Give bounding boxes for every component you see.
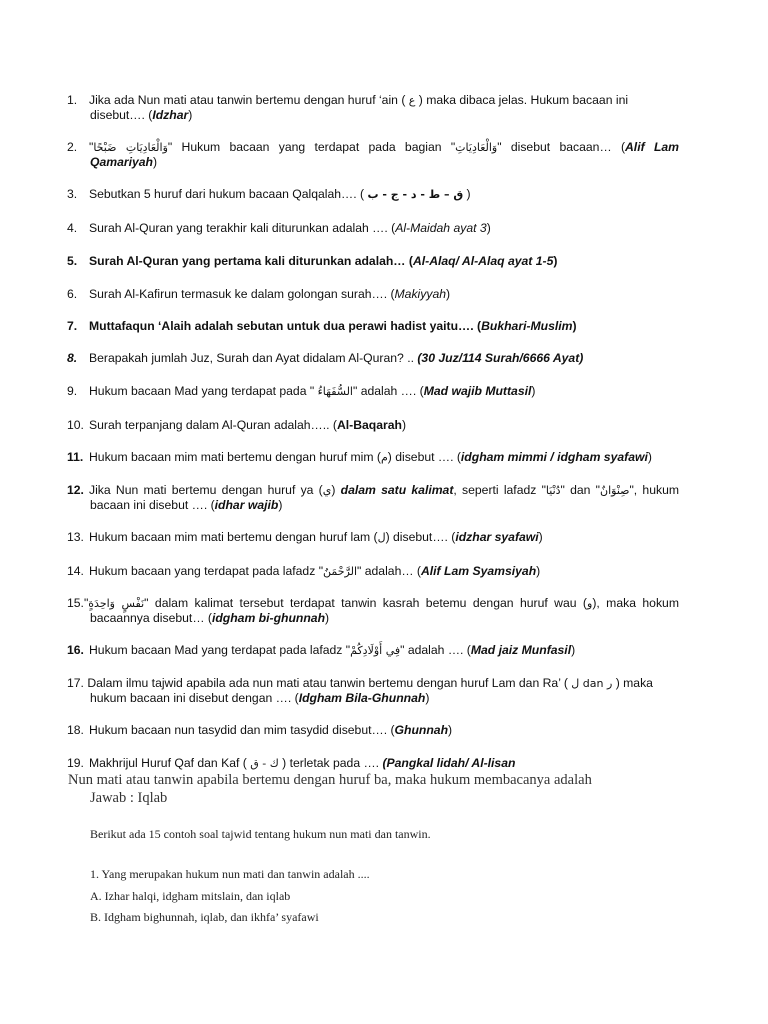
question-number: 9. bbox=[67, 384, 78, 398]
question-8: 8. Berapakah jumlah Juz, Surah dan Ayat didalam Al-Quran? .. (30 Juz/114 Surah/6666 Ayat) bbox=[67, 351, 584, 365]
question-6: 6. Surah Al-Kafirun termasuk ke dalam golongan surah…. (Makiyyah) bbox=[67, 287, 451, 301]
soal-intro: Berikut ada 15 contoh soal tajwid tentang hukum nun mati dan tanwin. bbox=[90, 827, 431, 841]
question-number: 17. bbox=[67, 676, 84, 690]
question-14: 14. Hukum bacaan yang terdapat pada lafadz "الرَّحْمَنُ" adalah… (Alif Lam Syamsiyah) bbox=[67, 564, 541, 578]
answer: idgham bi-ghunnah bbox=[211, 611, 326, 625]
answer: Qamariyah bbox=[90, 155, 154, 169]
question-number: 4. bbox=[67, 221, 78, 235]
answer: idhar wajib bbox=[214, 498, 279, 512]
question-5: 5. Surah Al-Quran yang pertama kali diturunkan adalah… (Al-Alaq/ Al-Alaq ayat 1-5) bbox=[67, 254, 558, 268]
emphasis: dalam satu kalimat bbox=[340, 483, 454, 497]
question-number: 13. bbox=[67, 530, 84, 544]
iqlab-answer: Jawab : Iqlab bbox=[90, 790, 168, 806]
soal-question-1: 1. Yang merupakan hukum nun mati dan tanwin adalah .... bbox=[90, 867, 370, 881]
question-number: 3. bbox=[67, 187, 78, 201]
question-number: 18. bbox=[67, 723, 84, 737]
question-12: 12. Jika Nun mati bertemu dengan huruf ya (ي) dalam satu kalimat, seperti lafadz "دُنْيَا" dan "صِنْوَانٌ", hukum bacaan ini disebut …. (idhar wajib) bbox=[67, 483, 680, 512]
arabic-text: دُنْيَا bbox=[545, 484, 561, 497]
arabic-text: السُّفَهَاءُ bbox=[317, 385, 353, 398]
arabic-text: نَفْسٍ وَاحِدَةٍ bbox=[88, 597, 145, 610]
question-number: 15. bbox=[67, 596, 84, 610]
question-17: 17. Dalam ilmu tajwid apabila ada nun mati atau tanwin bertemu dengan huruf Lam dan Ra’ ( ل dan ر ) maka hukum bacaan ini disebut dengan …. (Idgham Bila-Ghunnah) bbox=[67, 676, 653, 705]
answer: Idgham Bila-Ghunnah bbox=[298, 691, 426, 705]
question-number: 12. bbox=[67, 483, 84, 497]
question-4: 4. Surah Al-Quran yang terakhir kali diturunkan adalah …. (Al-Maidah ayat 3) bbox=[67, 221, 491, 235]
question-10: 10. Surah terpanjang dalam Al-Quran adalah….. (Al-Baqarah) bbox=[67, 418, 407, 432]
question-number: 14. bbox=[67, 564, 84, 578]
arabic-text: و bbox=[587, 597, 593, 610]
arabic-text: ل dan ر bbox=[571, 677, 613, 690]
question-number: 1. bbox=[67, 93, 78, 107]
question-number: 5. bbox=[67, 254, 78, 268]
answer: Makiyyah bbox=[394, 287, 447, 301]
answer: idzhar syafawi bbox=[455, 530, 539, 544]
question-number: 2. bbox=[67, 140, 78, 154]
question-2: 2. "وَالْعَادِيَاتِ ضَبْحًا" Hukum bacaan yang terdapat pada bagian "وَالْعَادِيَاتِ" disebut bacaan… (Alif Lam Qamariyah) bbox=[67, 140, 679, 169]
answer: Mad wajib Muttasil bbox=[423, 384, 532, 398]
arabic-text: وَالْعَادِيَاتِ ضَبْحًا bbox=[93, 141, 168, 154]
arabic-text: وَالْعَادِيَاتِ bbox=[455, 141, 498, 154]
arabic-text: ع bbox=[408, 94, 416, 107]
arabic-text: فِي أَوْلَادِكُمْ bbox=[350, 644, 401, 657]
question-number: 19. bbox=[67, 756, 84, 770]
question-9: 9. Hukum bacaan Mad yang terdapat pada " السُّفَهَاءُ" adalah …. (Mad wajib Muttasil) bbox=[67, 384, 536, 398]
answer: Al-Maidah ayat 3 bbox=[395, 221, 487, 235]
answer: idgham mimmi / idgham syafawi bbox=[460, 450, 648, 464]
question-11: 11. Hukum bacaan mim mati bertemu dengan huruf mim (م) disebut …. (idgham mimmi / idgham syafawi) bbox=[67, 450, 652, 464]
arabic-text: صِنْوَانٌ bbox=[600, 484, 630, 497]
question-3: 3. Sebutkan 5 huruf dari hukum bacaan Qalqalah…. ( ق – ط - د - ج - ب ) bbox=[67, 187, 471, 201]
arabic-text: م bbox=[380, 451, 388, 464]
question-number: 6. bbox=[67, 287, 78, 301]
answer: Bukhari-Muslim bbox=[481, 319, 573, 333]
arabic-text: ي bbox=[322, 484, 332, 497]
answer: Alif Lam bbox=[625, 140, 679, 154]
question-18: 18. Hukum bacaan nun tasydid dan mim tasydid disebut…. (Ghunnah) bbox=[67, 723, 453, 737]
soal-option-a: A. Izhar halqi, idgham mitslain, dan iqlab bbox=[90, 889, 291, 903]
answer: (Pangkal lidah/ Al-lisan bbox=[382, 756, 516, 770]
soal-option-b: B. Idgham bighunnah, iqlab, dan ikhfa’ syafawi bbox=[90, 910, 319, 924]
question-16: 16. Hukum bacaan Mad yang terdapat pada lafadz "فِي أَوْلَادِكُمْ" adalah …. (Mad jaiz Munfasil) bbox=[67, 643, 576, 657]
answer: Al-Baqarah bbox=[336, 418, 402, 432]
answer: Ghunnah bbox=[394, 723, 449, 737]
arabic-text: ك - ق bbox=[250, 757, 279, 770]
answer: Al-Alaq/ Al-Alaq ayat 1-5 bbox=[412, 254, 554, 268]
question-13: 13. Hukum bacaan mim mati bertemu dengan huruf lam (ل) disebut…. (idzhar syafawi) bbox=[67, 530, 543, 544]
answer: Alif Lam Syamsiyah bbox=[420, 564, 537, 578]
answer: Idzhar bbox=[152, 108, 189, 122]
arabic-text: ل bbox=[377, 531, 386, 544]
question-number: 7. bbox=[67, 319, 78, 333]
question-number: 11. bbox=[67, 450, 84, 464]
question-15: 15."نَفْسٍ وَاحِدَةٍ" dalam kalimat tersebut terdapat tanwin kasrah betemu dengan huruf wau (و), maka hokum bacaannya disebut… (idgham bi-ghunnah) bbox=[67, 596, 679, 625]
question-19: 19. Makhrijul Huruf Qaf dan Kaf ( ك - ق ) terletak pada …. (Pangkal lidah/ Al-lisan bbox=[67, 756, 516, 770]
question-1: 1. Jika ada Nun mati atau tanwin bertemu dengan huruf ‘ain ( ع ) maka dibaca jelas. Hukum bacaan ini disebut…. (Idzhar) bbox=[67, 93, 629, 122]
question-number: 16. bbox=[67, 643, 84, 657]
question-number: 8. bbox=[67, 351, 78, 365]
iqlab-question: Nun mati atau tanwin apabila bertemu dengan huruf ba, maka hukum membacanya adalah bbox=[68, 772, 592, 788]
arabic-text: الرَّحْمَنُ bbox=[323, 565, 358, 578]
answer: Mad jaiz Munfasil bbox=[470, 643, 572, 657]
question-7: 7. Muttafaqun ‘Alaih adalah sebutan untuk dua perawi hadist yaitu…. (Bukhari-Muslim) bbox=[67, 319, 577, 333]
answer: (30 Juz/114 Surah/6666 Ayat) bbox=[417, 351, 584, 365]
question-number: 10. bbox=[67, 418, 84, 432]
arabic-letters: ق – ط - د - ج - ب bbox=[367, 188, 464, 201]
